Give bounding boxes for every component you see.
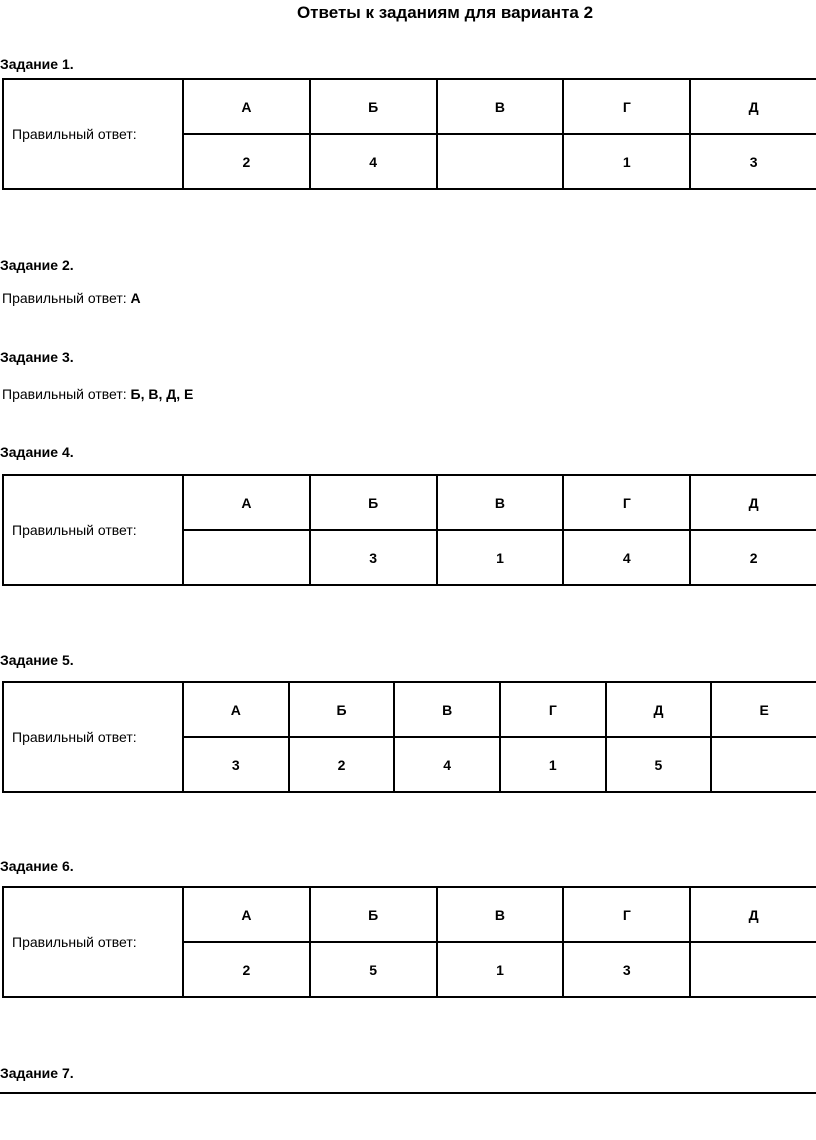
letter-cell: А: [183, 887, 310, 942]
answer-cell: 1: [500, 737, 606, 792]
answer-cell: 2: [183, 134, 310, 189]
answer-cell: 2: [289, 737, 395, 792]
letter-cell: Г: [563, 475, 690, 530]
answer-cell: 1: [563, 134, 690, 189]
table-row: [3, 475, 816, 530]
task-2-answer: [2, 290, 141, 306]
answer-cell: 4: [563, 530, 690, 585]
answer-cell: 3: [563, 942, 690, 997]
task-4-heading: Задание 4.: [0, 444, 74, 460]
letter-cell: В: [437, 887, 564, 942]
letter-cell: Д: [690, 79, 816, 134]
letter-cell: Б: [310, 79, 437, 134]
letter-cell: Б: [289, 682, 395, 737]
table-row: [3, 79, 816, 134]
answer-label: Правильный ответ:: [3, 682, 183, 792]
divider: [0, 1092, 816, 1094]
letter-cell: Г: [500, 682, 606, 737]
answer-cell: 4: [394, 737, 500, 792]
answer-cell: [711, 737, 816, 792]
letter-cell: В: [437, 79, 564, 134]
answer-cell: 1: [437, 530, 564, 585]
table-row: [3, 887, 816, 942]
task-5-heading: Задание 5.: [0, 652, 74, 668]
letter-cell: В: [437, 475, 564, 530]
answer-cell: 2: [690, 530, 816, 585]
letter-cell: Г: [563, 887, 690, 942]
letter-cell: А: [183, 682, 289, 737]
task-1-heading: Задание 1.: [0, 56, 74, 72]
task-4-answer-table: [2, 474, 816, 586]
answer-cell: 2: [183, 942, 310, 997]
answer-value: Б, В, Д, Е: [130, 386, 194, 402]
task-7-heading: Задание 7.: [0, 1065, 74, 1081]
task-6-heading: Задание 6.: [0, 858, 74, 874]
answer-cell: 3: [183, 737, 289, 792]
answer-value: А: [130, 290, 141, 306]
answer-label: Правильный ответ:: [2, 290, 127, 306]
task-2-heading: Задание 2.: [0, 257, 74, 273]
letter-cell: Б: [310, 887, 437, 942]
answer-cell: 5: [310, 942, 437, 997]
task-3-answer: [2, 386, 193, 402]
answer-cell: 3: [690, 134, 816, 189]
letter-cell: Д: [606, 682, 712, 737]
answer-label: Правильный ответ:: [3, 887, 183, 997]
task-5-answer-table: [2, 681, 816, 793]
letter-cell: В: [394, 682, 500, 737]
answer-cell: 4: [310, 134, 437, 189]
answer-label: Правильный ответ:: [3, 79, 183, 189]
answer-label: Правильный ответ:: [2, 386, 127, 402]
task-1-answer-table: [2, 78, 816, 190]
letter-cell: Д: [690, 887, 816, 942]
task-6-answer-table: [2, 886, 816, 998]
task-3-heading: Задание 3.: [0, 349, 74, 365]
table-row: [3, 682, 816, 737]
answer-cell: [690, 942, 816, 997]
letter-cell: А: [183, 475, 310, 530]
answer-cell: [437, 134, 564, 189]
answer-cell: 1: [437, 942, 564, 997]
answer-label: Правильный ответ:: [3, 475, 183, 585]
answer-cell: [183, 530, 310, 585]
answer-cell: 5: [606, 737, 712, 792]
letter-cell: Г: [563, 79, 690, 134]
letter-cell: Д: [690, 475, 816, 530]
letter-cell: А: [183, 79, 310, 134]
answer-cell: 3: [310, 530, 437, 585]
letter-cell: Е: [711, 682, 816, 737]
letter-cell: Б: [310, 475, 437, 530]
page-title: Ответы к заданиям для варианта 2: [296, 3, 594, 22]
